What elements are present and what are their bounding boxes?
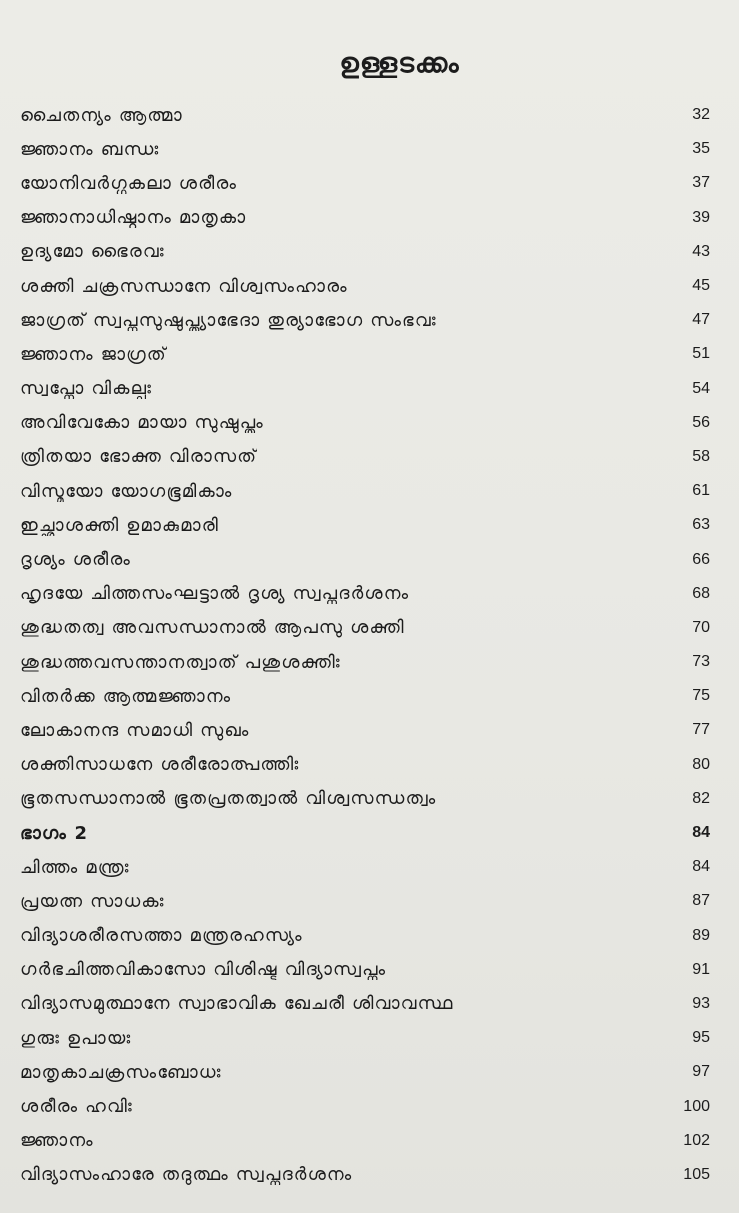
toc-entry-page-number: 77: [692, 721, 710, 739]
toc-entry-title: ഗുരുഃ ഉപായഃ: [20, 1027, 132, 1049]
toc-entry-title: ഭാഗം 2: [20, 822, 89, 844]
toc-entry-title: ശക്തി ചക്രസന്ധാനേ വിശ്വസംഹാരം: [20, 275, 348, 297]
toc-entry-title: ഇച്ഛാശക്തി ഉമാകുമാരി: [20, 514, 219, 536]
toc-entry-page-number: 73: [692, 653, 710, 671]
toc-entry: [20, 235, 710, 269]
toc-entry-title: സ്വപ്നോ വികല്പഃ: [20, 378, 153, 400]
toc-entry: [20, 372, 710, 406]
toc-entry: [20, 850, 710, 884]
toc-entry-title: ജാഗ്രത് സ്വപ്നസുഷുപ്ത്യാഭേദാ തുര്യാഭോഗ സംഭവഃ: [20, 309, 437, 331]
toc-entry: [20, 508, 710, 542]
toc-entry-page-number: 47: [692, 311, 710, 329]
toc-entry-page-number: 32: [692, 106, 710, 124]
toc-entry-page-number: 70: [692, 618, 710, 636]
toc-entry-title: ജ്ഞാനാധിഷ്ഠാനം മാതൃകാ: [20, 207, 247, 229]
toc-entry-page-number: 63: [692, 516, 710, 534]
toc-entry: [20, 1124, 710, 1158]
toc-entry-title: ശുദ്ധത്തവസന്താനത്വാത് പശുശക്തിഃ: [20, 651, 341, 673]
toc-entry: [20, 269, 710, 303]
toc-entry: [20, 577, 710, 611]
toc-part-heading: [20, 816, 710, 850]
toc-entry: [20, 748, 710, 782]
toc-entry-page-number: 61: [692, 482, 710, 500]
toc-entry-title: വിതർക്ക ആത്മജ്ഞാനം: [20, 685, 232, 707]
toc-entry-page-number: 35: [692, 140, 710, 158]
toc-entry: [20, 645, 710, 679]
toc-entry-title: ഹൃദയേ ചിത്തസംഘട്ടാൽ ദൃശ്യ സ്വപ്നദർശനം: [20, 583, 410, 605]
toc-entry-page-number: 43: [692, 242, 710, 260]
toc-entry: [20, 440, 710, 474]
toc-entry-title: ശരീരം ഹവിഃ: [20, 1096, 133, 1118]
toc-entry: [20, 132, 710, 166]
toc-entry-page-number: 66: [692, 550, 710, 568]
table-of-contents: [20, 98, 710, 1192]
toc-entry-page-number: 84: [692, 824, 710, 842]
toc-entry-page-number: 93: [692, 994, 710, 1012]
toc-entry-page-number: 89: [692, 926, 710, 944]
toc-entry: [20, 919, 710, 953]
toc-entry-title: മാതൃകാചക്രസംബോധഃ: [20, 1061, 222, 1083]
toc-entry-page-number: 91: [692, 960, 710, 978]
toc-entry-page-number: 39: [692, 208, 710, 226]
toc-entry-page-number: 75: [692, 687, 710, 705]
toc-entry: [20, 1021, 710, 1055]
toc-entry: [20, 201, 710, 235]
toc-entry: [20, 542, 710, 576]
toc-entry: [20, 1089, 710, 1123]
toc-entry-title: ദൃശ്യം ശരീരം: [20, 549, 132, 571]
toc-entry: [20, 782, 710, 816]
toc-entry: [20, 303, 710, 337]
toc-entry: [20, 337, 710, 371]
toc-entry-page-number: 100: [683, 1097, 710, 1115]
toc-entry-page-number: 82: [692, 789, 710, 807]
toc-entry-page-number: 80: [692, 755, 710, 773]
toc-entry-page-number: 54: [692, 379, 710, 397]
toc-entry-page-number: 68: [692, 584, 710, 602]
toc-entry-title: വിദ്യാസമുത്ഥാനേ സ്വാഭാവിക ഖേചരീ ശിവാവസ്ഥ: [20, 993, 454, 1015]
toc-entry: [20, 611, 710, 645]
toc-entry: [20, 406, 710, 440]
toc-entry-page-number: 56: [692, 413, 710, 431]
toc-entry-title: ഭൂതസന്ധാനാൽ ഭൂതപ്രതത്വാൽ വിശ്വസന്ധത്വം: [20, 788, 437, 810]
toc-entry-title: വിസ്മയോ യോഗഭൂമികാം: [20, 480, 233, 502]
toc-entry-page-number: 37: [692, 174, 710, 192]
toc-entry-page-number: 105: [683, 1165, 710, 1183]
toc-entry: [20, 713, 710, 747]
toc-entry-title: ലോകാനന്ദ സമാധി സുഖം: [20, 719, 250, 741]
toc-entry: [20, 166, 710, 200]
toc-entry: [20, 953, 710, 987]
toc-entry-title: ഗർഭചിത്തവികാസോ വിശിഷ്ട വിദ്യാസ്വപ്നം: [20, 959, 387, 981]
toc-entry-title: വിദ്യാസംഹാരേ തദുത്ഥം സ്വപ്നദർശനം: [20, 1164, 353, 1186]
toc-entry: [20, 1055, 710, 1089]
toc-entry-page-number: 102: [683, 1131, 710, 1149]
toc-entry-page-number: 45: [692, 277, 710, 295]
toc-entry-title: ചൈതന്യം ആത്മാ: [20, 104, 183, 126]
toc-entry-title: ജ്ഞാനം: [20, 1130, 94, 1152]
toc-entry-title: ശക്തിസാധനേ ശരീരോത്പത്തിഃ: [20, 754, 300, 776]
toc-entry: [20, 987, 710, 1021]
toc-entry-title: ത്രിതയാ ഭോക്ത വിരാസത്: [20, 446, 258, 468]
toc-entry-title: വിദ്യാശരീരസത്താ മന്ത്രരഹസ്യം: [20, 925, 303, 947]
toc-entry: [20, 679, 710, 713]
toc-entry-page-number: 95: [692, 1029, 710, 1047]
toc-entry-title: അവിവേകോ മായാ സുഷുപ്തം: [20, 412, 264, 434]
toc-entry-page-number: 58: [692, 447, 710, 465]
toc-entry-title: ശുദ്ധതത്വ അവസന്ധാനാൽ ആപസു ശക്തി: [20, 617, 405, 639]
toc-entry-page-number: 84: [692, 858, 710, 876]
toc-entry: [20, 884, 710, 918]
toc-entry-page-number: 51: [692, 345, 710, 363]
toc-entry-title: പ്രയത്ന സാധകഃ: [20, 890, 165, 912]
toc-entry-title: ജ്ഞാനം ബന്ധഃ: [20, 138, 160, 160]
toc-entry-title: ഉദ്യമോ ഭൈരവഃ: [20, 241, 165, 263]
toc-entry: [20, 98, 710, 132]
toc-entry-title: യോനിവർഗ്ഗകലാ ശരീരം: [20, 172, 238, 194]
toc-entry-page-number: 97: [692, 1063, 710, 1081]
toc-entry-title: ചിത്തം മന്ത്രഃ: [20, 856, 130, 878]
toc-entry: [20, 1158, 710, 1192]
toc-entry-page-number: 87: [692, 892, 710, 910]
toc-entry: [20, 474, 710, 508]
page-title: ഉള്ളടക്കം: [339, 48, 460, 79]
toc-entry-title: ജ്ഞാനം ജാഗ്രത്: [20, 343, 167, 365]
